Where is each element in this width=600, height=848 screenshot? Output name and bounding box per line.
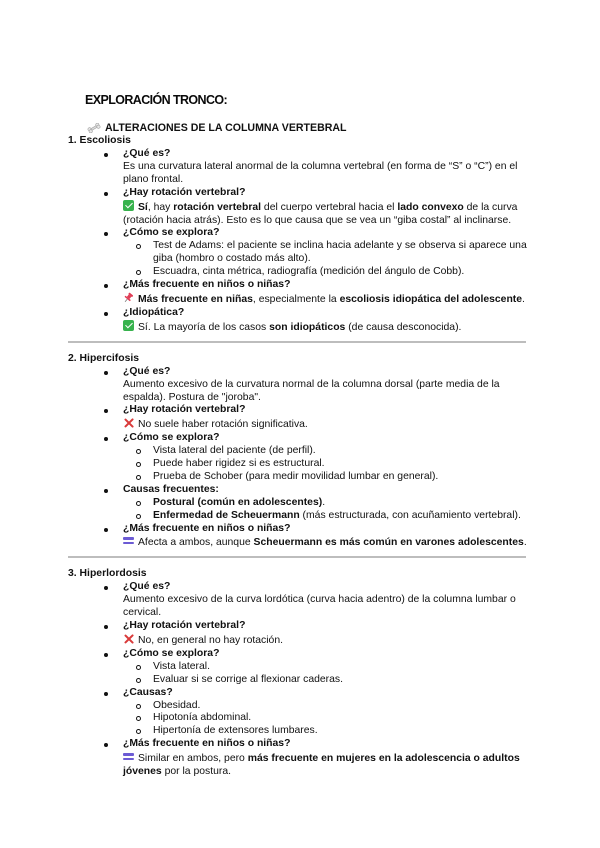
check-icon	[123, 320, 134, 331]
list-item	[123, 581, 528, 620]
question: ¿Causas?	[123, 686, 173, 698]
equals-icon	[123, 751, 134, 762]
question-list	[68, 366, 528, 551]
question: ¿Cómo se explora?	[123, 432, 220, 444]
sub-list	[123, 497, 528, 523]
answer: Aumento excesivo de la curva lordótica (curva hacia adentro) de la columna lumbar o cervical.	[123, 594, 516, 619]
answer: Es una curvatura lateral anormal de la columna vertebral (en forma de “S” o “C”) en el plano frontal.	[123, 160, 518, 185]
question: Causas frecuentes:	[123, 483, 219, 495]
sub-list-item: Vista lateral.	[153, 661, 528, 674]
answer: Aumento excesivo de la curvatura normal de la columna dorsal (parte media de la espalda). Postura de "joroba".	[123, 378, 500, 403]
sub-list-item: Evaluar si se corrige al flexionar caderas.	[153, 674, 528, 687]
list-item	[123, 404, 528, 432]
list-item	[123, 227, 528, 279]
question: ¿Qué es?	[123, 148, 171, 159]
section-heading	[87, 122, 347, 135]
pin-icon	[123, 292, 134, 303]
list-item	[123, 687, 528, 739]
list-item	[123, 738, 528, 779]
answer: No, en general no hay rotación.	[123, 633, 528, 648]
sub-list-item: Hipotonía abdominal.	[153, 712, 528, 725]
question: ¿Cómo se explora?	[123, 647, 220, 659]
list-item	[123, 432, 528, 484]
sub-list	[123, 700, 528, 739]
sub-list	[123, 240, 528, 279]
sub-list-item: Puede haber rigidez si es estructural.	[153, 458, 528, 471]
question-list	[68, 148, 528, 335]
answer: Sí. La mayoría de los casos son idiopáticos (de causa desconocida).	[123, 320, 528, 335]
list-item	[123, 620, 528, 648]
question: ¿Más frecuente en niños o niñas?	[123, 522, 291, 534]
divider	[68, 341, 526, 343]
sub-list-item: Hipertonía de extensores lumbares.	[153, 725, 528, 738]
question: ¿Hay rotación vertebral?	[123, 404, 246, 416]
question: ¿Más frecuente en niños o niñas?	[123, 738, 291, 750]
sub-list	[123, 661, 528, 687]
answer: No suele haber rotación significativa.	[123, 417, 528, 432]
list-item	[123, 366, 528, 405]
section-title: 2. Hipercifosis	[68, 352, 140, 364]
question: ¿Hay rotación vertebral?	[123, 620, 246, 632]
section-heading-text: ALTERACIONES DE LA COLUMNA VERTEBRAL	[105, 122, 347, 134]
answer: Más frecuente en niñas, especialmente la escoliosis idiopática del adolescente.	[123, 292, 528, 307]
question: ¿Qué es?	[123, 581, 171, 593]
content	[68, 135, 528, 779]
cross-icon	[123, 633, 134, 644]
sub-list-item: Prueba de Schober (para medir movilidad lumbar en general).	[153, 471, 528, 484]
question: ¿Cómo se explora?	[123, 227, 220, 239]
cross-icon	[123, 417, 134, 428]
list-item	[123, 148, 528, 187]
equals-icon	[123, 535, 134, 546]
list-item	[123, 523, 528, 551]
section-escoliosis	[68, 135, 528, 335]
sub-list-item: Enfermedad de Scheuermann (más estructurada, con acuñamiento vertebral).	[153, 510, 528, 523]
section-title: 1. Escoliosis	[68, 135, 131, 146]
question: ¿Qué es?	[123, 365, 171, 377]
sub-list-item: Postural (común en adolescentes).	[153, 497, 528, 510]
sub-list-item: Escuadra, cinta métrica, radiografía (medición del ángulo de Cobb).	[153, 266, 528, 279]
page-title: EXPLORACIÓN TRONCO:	[85, 93, 228, 107]
answer: Afecta a ambos, aunque Scheuermann es más común en varones adolescentes.	[123, 535, 528, 550]
answer: Sí, hay rotación vertebral del cuerpo vertebral hacia el lado convexo de la curva (rotación hacia atrás). Esto es lo que causa que se vea un “giba costal” al inclinarse.	[123, 201, 518, 226]
sub-list	[123, 445, 528, 484]
question: ¿Idiopática?	[123, 306, 185, 318]
list-item	[123, 279, 528, 307]
question-list	[68, 581, 528, 779]
question: ¿Más frecuente en niños o niñas?	[123, 279, 291, 291]
sub-list-item: Vista lateral del paciente (de perfil).	[153, 445, 528, 458]
list-item	[123, 187, 528, 228]
answer: Similar en ambos, pero más frecuente en mujeres en la adolescencia o adultos jóvenes por la postura.	[123, 753, 520, 778]
list-item	[123, 307, 528, 335]
divider	[68, 556, 526, 558]
check-icon	[123, 200, 134, 211]
section-hipercifosis	[68, 353, 528, 551]
question: ¿Hay rotación vertebral?	[123, 186, 246, 198]
section-hiperlordosis	[68, 568, 528, 779]
sub-list-item: Obesidad.	[153, 700, 528, 713]
list-item	[123, 648, 528, 687]
bone-icon	[87, 123, 101, 133]
sub-list-item: Test de Adams: el paciente se inclina hacia adelante y se observa si aparece una giba (hombro o costado más alto).	[153, 240, 527, 265]
section-title: 3. Hiperlordosis	[68, 568, 147, 580]
list-item	[123, 484, 528, 523]
